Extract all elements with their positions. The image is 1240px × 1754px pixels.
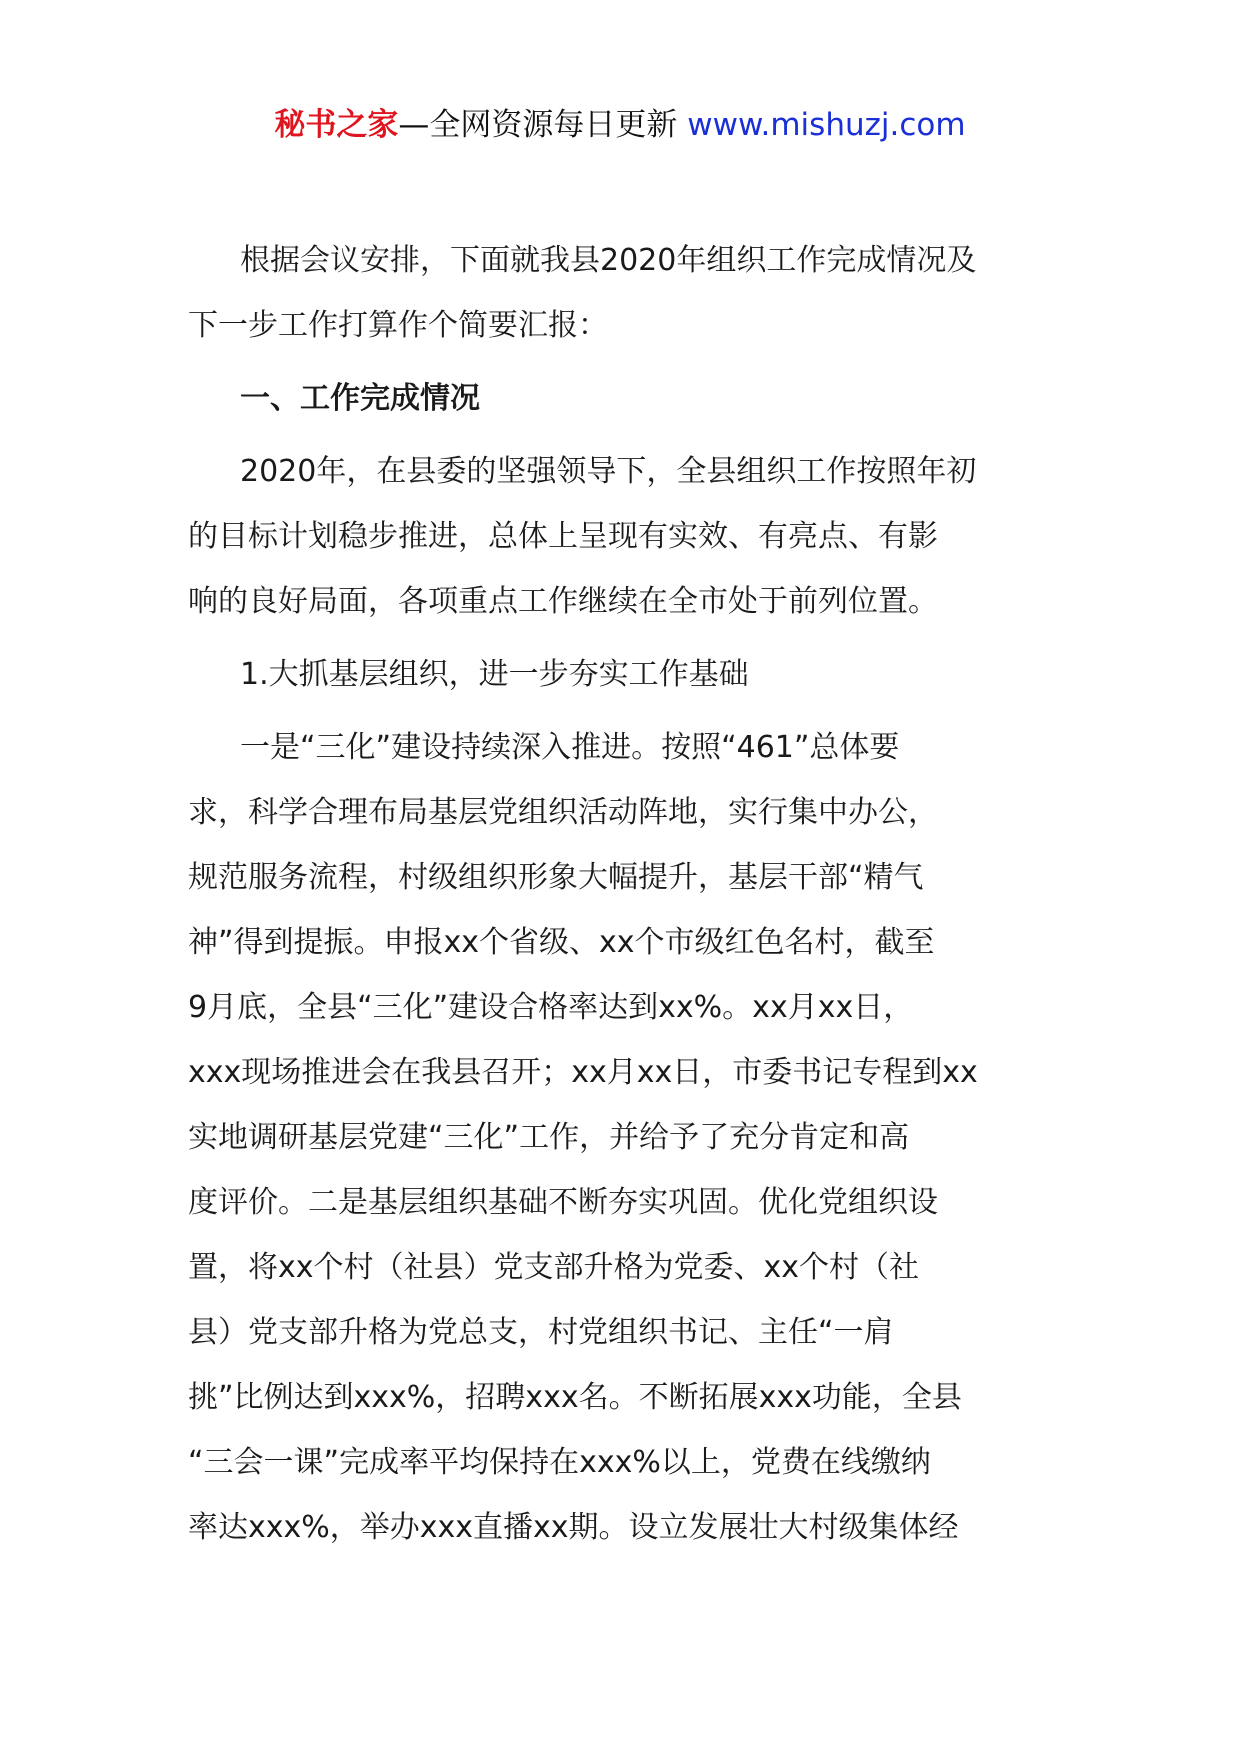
- paragraph-detail-line-11: 挑”比例达到xxx%，招聘xxx名。不断拓展xxx功能，全县: [188, 1380, 962, 1415]
- header-slogan: —全网资源每日更新: [398, 107, 678, 143]
- paragraph-detail-line-7: 实地调研基层党建“三化”工作，并给予了充分肯定和高: [188, 1120, 910, 1155]
- paragraph-detail-line-1: 一是“三化”建设持续深入推进。按照“461”总体要: [240, 730, 900, 765]
- paragraph-detail-line-9: 置，将xx个村（社县）党支部升格为党委、xx个村（社: [188, 1250, 920, 1285]
- paragraph-overview-line-2: 的目标计划稳步推进，总体上呈现有实效、有亮点、有影: [188, 519, 938, 554]
- header-url-link[interactable]: www.mishuzj.com: [687, 107, 966, 143]
- paragraph-detail-line-13: 率达xxx%，举办xxx直播xx期。设立发展壮大村级集体经: [188, 1510, 959, 1545]
- subsection-heading: 1.大抓基层组织，进一步夯实工作基础: [240, 657, 749, 692]
- header-brand: 秘书之家: [274, 107, 399, 143]
- document-body: [188, 228, 1060, 1560]
- paragraph-detail-line-8: 度评价。二是基层组织基础不断夯实巩固。优化党组织设: [188, 1185, 938, 1220]
- paragraph-intro-line-2: 下一步工作打算作个简要汇报：: [188, 308, 608, 343]
- paragraph-detail-line-12: “三会一课”完成率平均保持在xxx%以上，党费在线缴纳: [188, 1445, 931, 1480]
- paragraph-overview-line-1: 2020年，在县委的坚强领导下，全县组织工作按照年初: [240, 454, 977, 489]
- paragraph-detail-line-10: 县）党支部升格为党总支，村党组织书记、主任“一肩: [188, 1315, 894, 1350]
- paragraph-overview-line-3: 响的良好局面，各项重点工作继续在全市处于前列位置。: [188, 584, 938, 619]
- paragraph-detail-line-4: 神”得到提振。申报xx个省级、xx个市级红色名村，截至: [188, 925, 935, 960]
- section-heading: 一、工作完成情况: [240, 381, 480, 416]
- paragraph-detail-line-5: 9月底，全县“三化”建设合格率达到xx%。xx月xx日，: [188, 990, 914, 1025]
- paragraph-detail-line-3: 规范服务流程，村级组织形象大幅提升，基层干部“精气: [188, 860, 924, 895]
- paragraph-detail-line-2: 求，科学合理布局基层党组织活动阵地，实行集中办公，: [188, 795, 938, 830]
- paragraph-detail-line-6: xxx现场推进会在我县召开；xx月xx日，市委书记专程到xx: [188, 1055, 978, 1090]
- paragraph-intro-line-1: 根据会议安排，下面就我县2020年组织工作完成情况及: [240, 243, 977, 278]
- page-header: [0, 100, 1240, 150]
